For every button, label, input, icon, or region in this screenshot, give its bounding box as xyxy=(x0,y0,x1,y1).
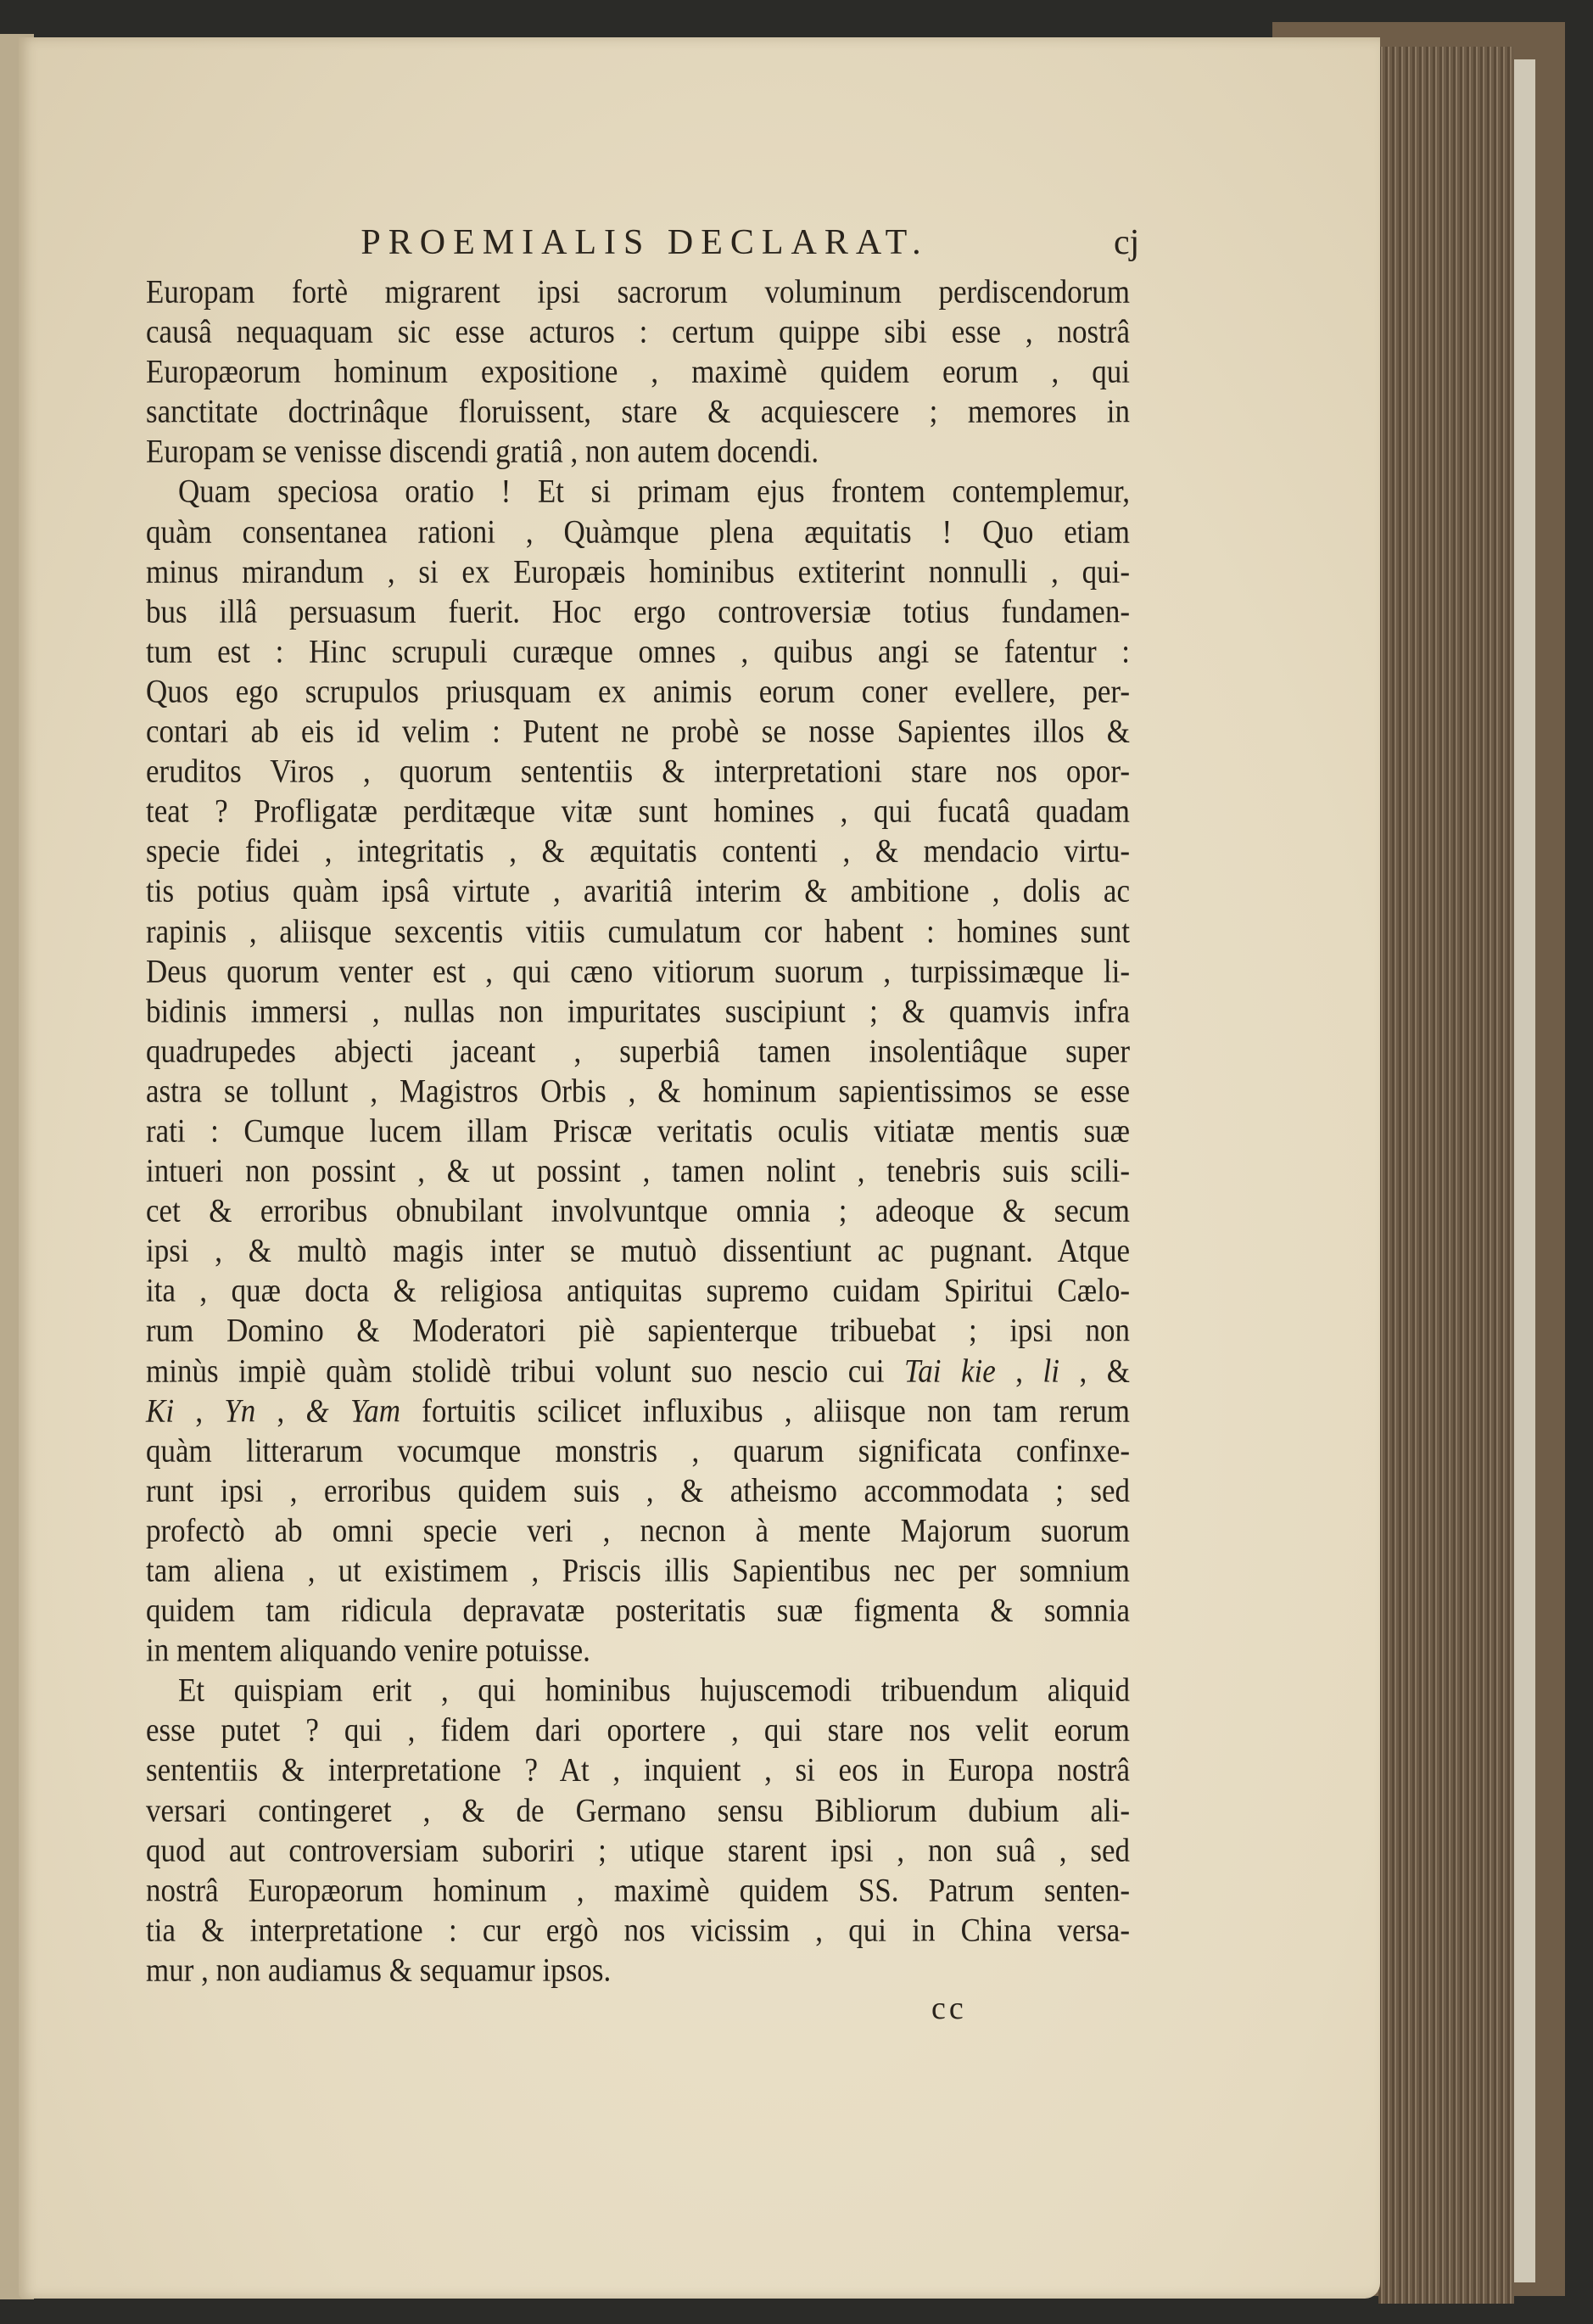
text-segment: eruditos Viros , quorum sententiis & interpretationi stare nos opor- xyxy=(146,752,1130,790)
text-segment: Europæorum hominum expositione , maximè quidem eorum , qui xyxy=(146,352,1130,390)
text-segment: tis potius quàm ipsâ virtute , avaritiâ interim & ambitione , dolis ac xyxy=(146,872,1130,910)
text-line xyxy=(146,1627,1130,1672)
italic-term: Tai kie xyxy=(904,1352,996,1389)
text-line xyxy=(146,909,1130,954)
text-line xyxy=(146,1108,1130,1153)
text-segment: Europam se venisse discendi gratiâ , non autem docendi. xyxy=(146,433,819,470)
text-line xyxy=(146,349,1130,394)
text-line xyxy=(146,1748,1130,1793)
text-line xyxy=(146,309,1130,354)
text-line xyxy=(146,1348,1130,1393)
text-line xyxy=(146,1868,1130,1912)
text-line xyxy=(146,1308,1130,1353)
text-segment: quod aut controversiam suboriri ; utique starent ipsi , non suâ , sed xyxy=(146,1831,1130,1868)
text-line xyxy=(146,748,1130,793)
italic-term: & Yam xyxy=(305,1392,401,1429)
text-segment: teat ? Profligatæ perditæque vitæ sunt homines , qui fucatâ quadam xyxy=(146,792,1130,830)
text-line xyxy=(146,708,1130,753)
text-segment: nostrâ Europæorum hominum , maximè quidem SS. Patrum senten- xyxy=(146,1871,1130,1909)
text-line xyxy=(146,1228,1130,1273)
text-segment: rapinis , aliisque sexcentis vitiis cumulatum cor habent : homines sunt xyxy=(146,912,1130,949)
text-segment: quadrupedes abjecti jaceant , superbiâ tamen insolentiâque super xyxy=(146,1032,1130,1070)
text-line xyxy=(146,549,1130,594)
text-segment: bus illâ persuasum fuerit. Hoc ergo controversiæ totius fundamen- xyxy=(146,592,1130,630)
text-segment: intueri non possint , & ut possint , tamen nolint , tenebris suis scili- xyxy=(146,1151,1130,1190)
text-segment: Quos ego scrupulos priusquam ex animis eorum coner evellere, per- xyxy=(146,672,1130,710)
text-segment: ita , quæ docta & religiosa antiquitas supremo cuidam Spiritui Cælo- xyxy=(146,1271,1130,1309)
text-segment: specie fidei , integritatis , & æquitatis contenti , & mendacio virtu- xyxy=(146,832,1130,870)
text-line xyxy=(146,509,1130,554)
text-line xyxy=(146,1947,1130,1992)
text-segment: quidem tam ridicula depravatæ posteritatis suæ figmenta & somnia xyxy=(146,1591,1130,1629)
text-segment: , & xyxy=(1059,1352,1130,1389)
text-segment: Quam speciosa oratio ! Et si primam ejus frontem contemplemur, xyxy=(178,473,1130,510)
text-segment: cet & erroribus obnubilant involvuntque omnia ; adeoque & secum xyxy=(146,1191,1130,1229)
text-line xyxy=(146,1268,1130,1313)
text-segment: tia & interpretatione : cur ergò nos vicissim , qui in China versa- xyxy=(146,1911,1130,1949)
text-line xyxy=(146,869,1130,914)
text-segment: contari ab eis id velim : Putent ne probè se nosse Sapientes illos & xyxy=(146,712,1130,750)
text-segment: Et quispiam erit , qui hominibus hujuscemodi tribuendum aliquid xyxy=(178,1671,1130,1709)
text-segment: tum est : Hinc scrupuli curæque omnes , quibus angi se fatentur : xyxy=(146,632,1130,670)
text-line xyxy=(146,429,1130,474)
text-line xyxy=(146,629,1130,674)
text-line xyxy=(146,988,1130,1033)
text-line xyxy=(146,469,1130,514)
text-line xyxy=(146,1428,1130,1473)
text-segment: , xyxy=(174,1392,225,1429)
text-line xyxy=(146,1667,1130,1712)
text-segment: , xyxy=(255,1392,306,1429)
text-segment: Deus quorum venter est , qui cæno vitiorum suorum , turpissimæque li- xyxy=(146,952,1130,989)
italic-term: Yn xyxy=(224,1392,256,1429)
text-line xyxy=(146,1188,1130,1233)
folio-number: cj xyxy=(1114,223,1140,262)
text-line xyxy=(146,1508,1130,1553)
signature-mark: cc xyxy=(931,1991,967,2026)
text-line xyxy=(146,389,1130,434)
text-segment: fortuitis scilicet influxibus , aliisque non tam rerum xyxy=(400,1392,1131,1429)
italic-term: li xyxy=(1042,1352,1059,1389)
text-segment: minùs impiè quàm stolidè tribui volunt suo nescio cui xyxy=(146,1352,904,1389)
text-segment: esse putet ? qui , fidem dari oportere , qui stare nos velit eorum xyxy=(146,1711,1130,1749)
body-text xyxy=(146,272,1130,1990)
text-segment: profectò ab omni specie veri , necnon à mente Majorum suorum xyxy=(146,1511,1130,1549)
text-segment: mur , non audiamus & sequamur ipsos. xyxy=(146,1951,612,1989)
text-segment: ipsi , & multò magis inter se mutuò dissentiunt ac pugnant. Atque xyxy=(146,1231,1130,1269)
text-line xyxy=(146,1788,1130,1833)
text-segment: quàm litterarum vocumque monstris , quarum significata confinxe- xyxy=(146,1431,1130,1470)
text-segment: versari contingeret , & de Germano sensu Bibliorum dubium ali- xyxy=(146,1791,1130,1828)
text-segment: Europam fortè migrarent ipsi sacrorum voluminum perdiscendorum xyxy=(146,272,1130,311)
running-title: PROEMIALIS DECLARAT. xyxy=(361,223,929,262)
text-segment: rum Domino & Moderatori piè sapienterque tribuebat ; ipsi non xyxy=(146,1312,1130,1349)
text-segment: runt ipsi , erroribus quidem suis , & atheismo accommodata ; sed xyxy=(146,1471,1130,1509)
text-segment: causâ nequaquam sic esse acturos : certum quippe sibi esse , nostrâ xyxy=(146,312,1130,350)
text-line xyxy=(146,1548,1130,1593)
text-segment: tam aliena , ut existimem , Priscis illis Sapientibus nec per somnium xyxy=(146,1551,1130,1589)
text-line xyxy=(146,1708,1130,1753)
text-segment: rati : Cumque lucem illam Priscæ veritatis oculis vitiatæ mentis suæ xyxy=(146,1112,1130,1150)
text-segment: bidinis immersi , nullas non impuritates suscipiunt ; & quamvis infra xyxy=(146,992,1130,1030)
text-line xyxy=(146,1468,1130,1513)
text-line xyxy=(146,1828,1130,1873)
text-line xyxy=(146,1588,1130,1632)
text-line xyxy=(146,589,1130,634)
text-line xyxy=(146,788,1130,833)
text-line xyxy=(146,1148,1130,1193)
text-segment: in mentem aliquando venire potuisse. xyxy=(146,1631,590,1669)
page-fore-edge xyxy=(1378,47,1514,2304)
text-segment: sententiis & interpretatione ? At , inquient , si eos in Europa nostrâ xyxy=(146,1751,1130,1789)
italic-term: Ki xyxy=(146,1392,175,1429)
text-line xyxy=(146,669,1130,714)
text-line xyxy=(146,1068,1130,1113)
text-segment: sanctitate doctrinâque floruissent, stare & acquiescere ; memores in xyxy=(146,392,1130,430)
text-segment: minus mirandum , si ex Europæis hominibus extiterint nonnulli , qui- xyxy=(146,552,1130,590)
text-segment: quàm consentanea rationi , Quàmque plena æquitatis ! Quo etiam xyxy=(146,512,1130,550)
text-segment: , xyxy=(995,1352,1043,1389)
text-line xyxy=(146,1907,1130,1952)
text-line xyxy=(146,269,1130,314)
text-segment: astra se tollunt , Magistros Orbis , & hominum sapientissimos se esse xyxy=(146,1072,1130,1110)
text-line xyxy=(146,828,1130,873)
text-line xyxy=(146,1028,1130,1073)
text-line xyxy=(146,1388,1130,1433)
text-line xyxy=(146,949,1130,994)
